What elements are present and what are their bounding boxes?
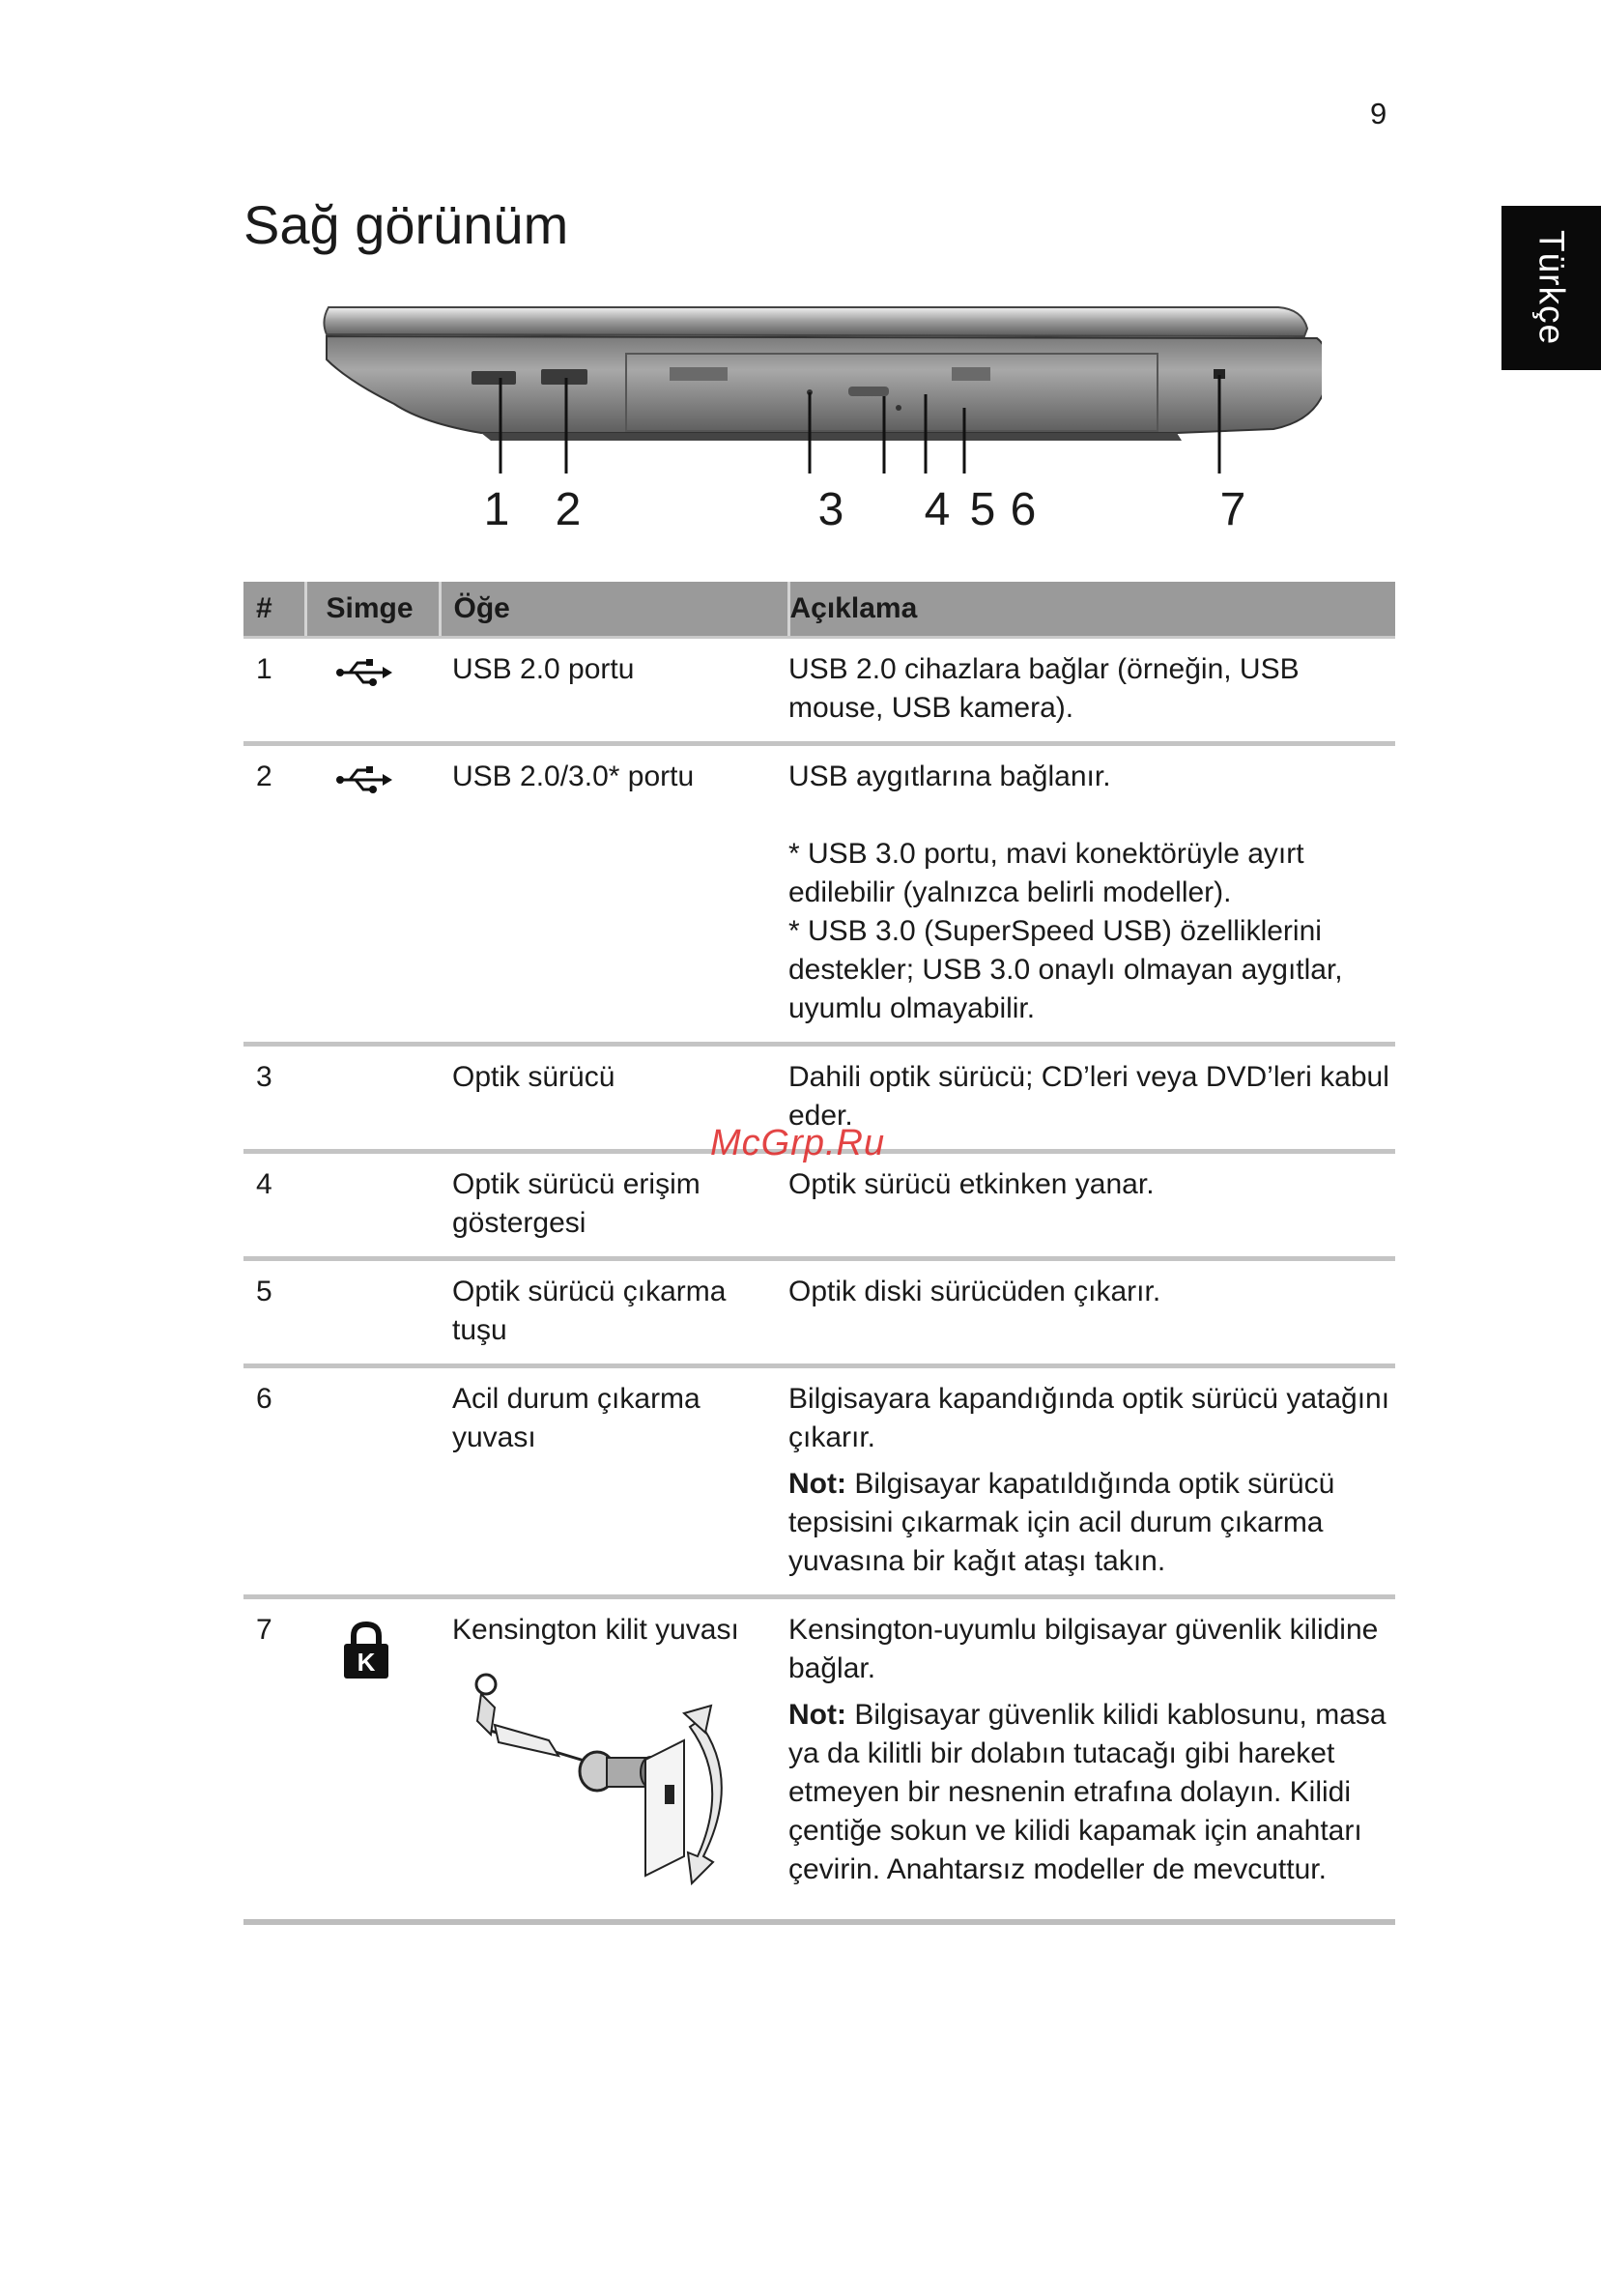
- callout-5: 5: [969, 484, 996, 535]
- kensington-lock-icon: [340, 1621, 392, 1680]
- usb-port-1: [472, 371, 516, 385]
- callout-4: 4: [924, 484, 951, 535]
- note-text: Bilgisayar kapatıldığında optik sürücü tepsisini çıkarmak için acil durum çıkarma yuvasına bir kağıt ataşı takın.: [788, 1468, 1335, 1577]
- row-note: [788, 1696, 1395, 1889]
- row-desc: Kensington-uyumlu bilgisayar güvenlik kilidine bağlar.: [788, 1614, 1379, 1684]
- header-desc: Açıklama: [788, 582, 1395, 638]
- laptop-right-side-figure: [307, 288, 1322, 549]
- row-desc: USB 2.0 cihazlara bağlar (örneğin, USB mouse, USB kamera).: [788, 653, 1300, 724]
- note-text: Bilgisayar güvenlik kilidi kablosunu, masa ya da kilitli bir dolabın tutacağı gibi hareket etmeyen bir nesnenin etrafına dolayın. Kilidi çentiğe sokun ve kilidi kapamak için anahtarı çevirin. Anahtarsız modeller de mevcuttur.: [788, 1699, 1387, 1885]
- table-row: [243, 1597, 1395, 1923]
- row-num: 3: [256, 1061, 272, 1093]
- header-item: Öğe: [440, 582, 788, 638]
- usb-icon: [334, 763, 394, 796]
- row-num: 2: [256, 761, 272, 792]
- row-item: USB 2.0 portu: [452, 653, 635, 685]
- row-item: Optik sürücü çıkarma tuşu: [452, 1276, 727, 1346]
- callout-2: 2: [555, 484, 582, 535]
- callout-7: 7: [1219, 484, 1246, 535]
- row-desc: USB aygıtlarına bağlanır.: [788, 761, 1111, 792]
- row-num: 4: [256, 1168, 272, 1200]
- table-row: [243, 1366, 1395, 1597]
- row-note: [788, 1465, 1395, 1581]
- row-desc: Optik diski sürücüden çıkarır.: [788, 1276, 1161, 1307]
- row-desc: Dahili optik sürücü; CD’leri veya DVD’leri kabul eder.: [788, 1061, 1389, 1132]
- row-num: 5: [256, 1276, 272, 1307]
- table-row: [243, 1259, 1395, 1366]
- header-icon: Simge: [305, 582, 440, 638]
- usb-icon: [334, 656, 394, 689]
- row-num: 7: [256, 1614, 272, 1646]
- row-desc: Optik sürücü etkinken yanar.: [788, 1168, 1155, 1200]
- dvd-logo: [670, 367, 728, 381]
- callout-1: 1: [483, 484, 510, 535]
- watermark: McGrp.Ru: [710, 1123, 886, 1163]
- header-num: #: [243, 582, 305, 638]
- page-number: 9: [1370, 97, 1387, 130]
- row-desc-note: * USB 3.0 portu, mavi konektörüyle ayırt edilebilir (yalnızca belirli modeller).: [788, 838, 1304, 908]
- row-item: USB 2.0/3.0* portu: [452, 761, 695, 792]
- port-description-table: [243, 582, 1395, 1925]
- row-num: 6: [256, 1383, 272, 1415]
- page-title: Sağ görünüm: [243, 194, 569, 255]
- note-label: Not:: [788, 1468, 846, 1500]
- table-row: [243, 638, 1395, 744]
- row-num: 1: [256, 653, 272, 685]
- language-tab: [1501, 206, 1601, 370]
- table-header-row: [243, 582, 1395, 638]
- table-row: [243, 1152, 1395, 1259]
- drive-eject-button: [848, 387, 889, 396]
- kensington-lock-illustration: [452, 1663, 742, 1895]
- note-label: Not:: [788, 1699, 846, 1731]
- row-desc: Bilgisayara kapandığında optik sürücü yatağını çıkarır.: [788, 1383, 1390, 1453]
- language-tab-label: Türkçe: [1531, 230, 1572, 346]
- row-item: Optik sürücü: [452, 1061, 615, 1093]
- svg-text:K: K: [357, 1648, 376, 1677]
- emergency-eject-hole: [896, 405, 901, 411]
- usb-port-2: [541, 369, 587, 385]
- row-desc-note: * USB 3.0 (SuperSpeed USB) özelliklerini destekler; USB 3.0 onaylı olmayan aygıtlar, uyumlu olmayabilir.: [788, 915, 1343, 1024]
- row-item: Optik sürücü erişim göstergesi: [452, 1168, 700, 1239]
- table-row: [243, 744, 1395, 1045]
- callout-6: 6: [1010, 484, 1037, 535]
- callout-3: 3: [817, 484, 844, 535]
- row-item: Kensington kilit yuvası: [452, 1614, 739, 1646]
- row-item: Acil durum çıkarma yuvası: [452, 1383, 700, 1453]
